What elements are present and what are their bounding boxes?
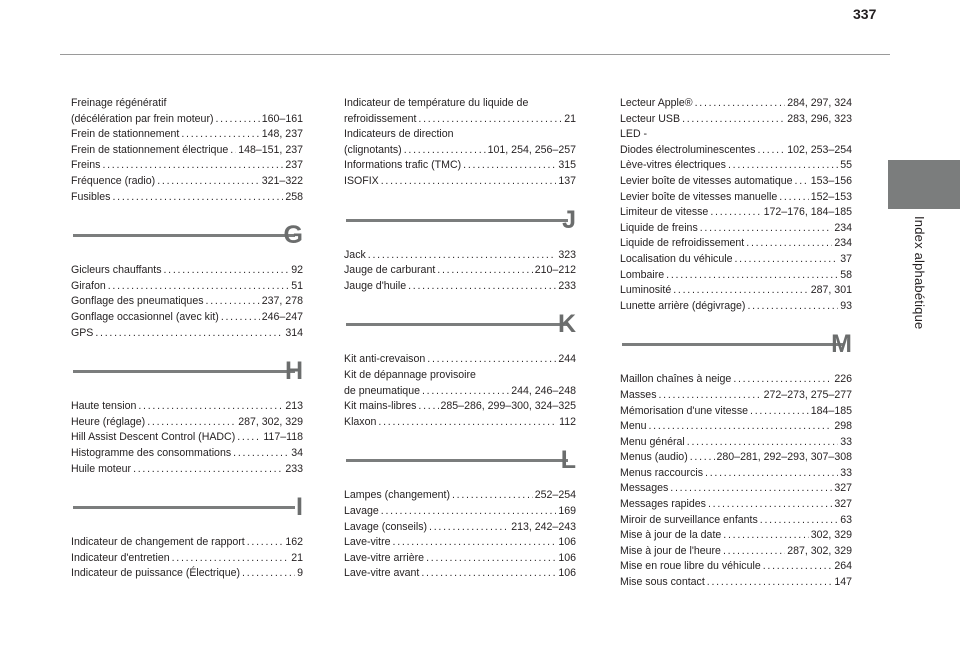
dot-leader — [760, 513, 838, 529]
section-rule — [622, 343, 844, 346]
index-entry — [71, 310, 303, 326]
index-entry — [344, 399, 576, 415]
section-rule — [346, 459, 568, 462]
dot-leader — [757, 143, 785, 159]
index-entry-pages: 237, 278 — [261, 295, 303, 308]
index-entry — [71, 143, 303, 159]
index-entry-term: Lampes (changement) — [344, 489, 450, 502]
index-entry — [620, 404, 852, 420]
index-entry-term: Lave-vitre — [344, 536, 391, 549]
dot-leader — [670, 481, 832, 497]
index-entry-pages: 287, 301 — [810, 284, 852, 297]
dot-leader — [708, 497, 832, 513]
index-entry-pages: 148–151, 237 — [238, 143, 303, 156]
index-entry-pages: 106 — [558, 551, 576, 564]
index-entry — [71, 127, 303, 143]
dot-leader — [687, 435, 838, 451]
dot-leader — [695, 96, 786, 112]
index-entry — [620, 252, 852, 268]
index-entry-term: Lecteur USB — [620, 112, 681, 125]
dot-leader — [133, 462, 283, 478]
index-entry-pages: 9 — [297, 567, 303, 580]
index-entry — [71, 326, 303, 342]
index-entry-term: Messages rapides — [620, 498, 706, 511]
index-entry — [344, 566, 576, 582]
index-entry-term: Indicateur de puissance (Électrique) — [71, 567, 241, 580]
index-entry-term: refroidissement — [344, 112, 417, 125]
dot-leader — [427, 352, 556, 368]
section-header-j — [344, 204, 576, 248]
index-entry — [620, 372, 852, 388]
index-entry-pages: 213, 242–243 — [511, 520, 576, 533]
index-entry-term: Mise sous contact — [620, 576, 705, 589]
entry-group — [344, 248, 576, 295]
dot-leader — [763, 559, 833, 575]
index-entry-term: Fusibles — [71, 190, 111, 203]
index-entry-term: Maillon chaînes à neige — [620, 373, 732, 386]
index-entry — [620, 205, 852, 221]
index-entry-term: Freins — [71, 159, 101, 172]
entry-group — [71, 535, 303, 582]
index-entry-term: Hill Assist Descent Control (HADC) — [71, 431, 236, 444]
dot-leader — [437, 263, 532, 279]
index-entry-term: Lave-vitre avant — [344, 567, 420, 580]
index-entry — [71, 263, 303, 279]
index-entry — [620, 497, 852, 513]
index-entry-term: Lève-vitres électriques — [620, 159, 726, 172]
index-entry-term: Mise à jour de la date — [620, 529, 722, 542]
index-entry — [620, 236, 852, 252]
index-entry-pages: 237 — [285, 159, 303, 172]
dot-leader — [723, 544, 785, 560]
index-entry-term: Jauge d'huile — [344, 279, 407, 292]
index-entry-pages: 148, 237 — [261, 128, 303, 141]
dot-leader — [102, 158, 283, 174]
index-entry-pages: 327 — [834, 482, 852, 495]
entry-group — [71, 96, 303, 205]
index-entry-pages: 55 — [840, 159, 852, 172]
index-entry-term: Menus (audio) — [620, 451, 688, 464]
dot-leader — [112, 190, 283, 206]
index-entry-term: Localisation du véhicule — [620, 252, 733, 265]
index-entry-term: Gonflage des pneumatiques — [71, 295, 204, 308]
index-entry — [71, 294, 303, 310]
index-column-1 — [71, 96, 303, 582]
index-entry-term: Histogramme des consommations — [71, 446, 232, 459]
index-entry — [71, 462, 303, 478]
section-letter: G — [283, 221, 303, 250]
index-entry-pages: 106 — [558, 567, 576, 580]
top-rule — [60, 54, 890, 55]
dot-leader — [682, 112, 785, 128]
dot-leader — [368, 248, 557, 264]
index-entry-pages: 226 — [834, 373, 852, 386]
dot-leader — [463, 158, 556, 174]
index-entry-pages: 234 — [834, 237, 852, 250]
index-entry-pages: 101, 254, 256–257 — [487, 143, 576, 156]
index-entry-pages: 33 — [840, 435, 852, 448]
index-entry — [344, 248, 576, 264]
section-rule — [73, 506, 295, 509]
index-entry-pages: 284, 297, 324 — [787, 97, 852, 109]
index-entry-pages: 210–212 — [534, 264, 576, 277]
index-entry-term: Lave-vitre arrière — [344, 551, 425, 564]
index-entry — [344, 143, 576, 159]
index-entry-term: Lavage (conseils) — [344, 520, 428, 533]
entry-group — [71, 399, 303, 477]
index-entry — [344, 174, 576, 190]
index-entry-text: Kit de dépannage provisoire — [344, 368, 476, 381]
dot-leader — [426, 551, 556, 567]
index-entry-pages: 58 — [840, 268, 852, 281]
section-tab — [888, 160, 960, 209]
section-header-h — [71, 355, 303, 399]
dot-leader — [381, 174, 557, 190]
dot-leader — [408, 279, 556, 295]
index-entry-pages: 106 — [558, 536, 576, 549]
index-entry-pages: 153–156 — [810, 174, 852, 187]
index-entry — [71, 279, 303, 295]
dot-leader — [747, 299, 838, 315]
index-entry-pages: 21 — [291, 551, 303, 564]
index-entry-term: Liquide de refroidissement — [620, 237, 745, 250]
index-entry — [620, 96, 852, 112]
entry-group — [344, 96, 576, 190]
dot-leader — [421, 566, 556, 582]
index-entry-text: Indicateurs de direction — [344, 128, 454, 141]
section-letter: K — [557, 310, 576, 339]
index-entry-pages: 172–176, 184–185 — [763, 206, 852, 219]
index-entry — [344, 504, 576, 520]
dot-leader — [700, 221, 833, 237]
index-entry-term: Gicleurs chauffants — [71, 264, 162, 277]
dot-leader — [659, 388, 762, 404]
section-rule — [73, 370, 295, 373]
index-entry-pages: 51 — [291, 279, 303, 292]
index-entry — [71, 174, 303, 190]
index-entry — [344, 279, 576, 295]
index-entry — [71, 430, 303, 446]
dot-leader — [172, 551, 290, 567]
index-entry-term: Lunette arrière (dégivrage) — [620, 299, 746, 312]
index-entry-term: Indicateur de changement de rapport — [71, 536, 245, 549]
index-entry — [71, 399, 303, 415]
index-entry-pages: 302, 329 — [810, 529, 852, 542]
section-letter: J — [562, 205, 576, 234]
index-entry-term: Mise en roue libre du véhicule — [620, 560, 761, 573]
index-entry-pages: 327 — [834, 498, 852, 511]
dot-leader — [795, 174, 809, 190]
dot-leader — [779, 190, 809, 206]
index-entry-pages: 258 — [285, 190, 303, 203]
dot-leader — [237, 430, 261, 446]
dot-leader — [728, 158, 838, 174]
index-entry — [344, 535, 576, 551]
section-letter: L — [560, 446, 576, 475]
dot-leader — [733, 372, 832, 388]
index-entry — [71, 446, 303, 462]
index-entry-term: Masses — [620, 388, 657, 401]
dot-leader — [429, 520, 509, 536]
index-column-2 — [344, 96, 576, 582]
index-entry — [71, 535, 303, 551]
dot-leader — [216, 112, 260, 128]
index-entry-term: Klaxon — [344, 415, 377, 428]
index-entry-term: Heure (réglage) — [71, 415, 146, 428]
dot-leader — [750, 404, 809, 420]
dot-leader — [164, 263, 290, 279]
index-entry-term: Kit mains-libres — [344, 400, 417, 413]
index-entry-pages: 33 — [840, 466, 852, 479]
index-entry-pages: 112 — [559, 415, 576, 428]
index-entry-term: Lecteur Apple® — [620, 97, 693, 109]
dot-leader — [378, 415, 557, 431]
index-entry-term: Messages — [620, 482, 669, 495]
index-entry — [71, 566, 303, 582]
index-column-3 — [620, 96, 852, 591]
index-entry — [344, 415, 576, 431]
index-entry-pages: 287, 302, 329 — [787, 544, 852, 557]
index-entry — [71, 158, 303, 174]
dot-leader — [233, 446, 289, 462]
index-entry-pages: 314 — [285, 326, 303, 339]
index-entry-term: Mise à jour de l'heure — [620, 544, 721, 557]
index-entry-pages: 272–273, 275–277 — [763, 388, 852, 401]
index-entry — [620, 513, 852, 529]
index-entry-pages: 246–247 — [261, 310, 303, 323]
dot-leader — [666, 268, 838, 284]
index-entry-term: Levier boîte de vitesses manuelle — [620, 190, 778, 203]
index-entry-term: GPS — [71, 326, 94, 339]
dot-leader — [206, 294, 260, 310]
index-entry — [620, 283, 852, 299]
index-entry-pages: 252–254 — [534, 489, 576, 502]
index-entry — [620, 158, 852, 174]
dot-leader — [181, 127, 259, 143]
section-rule — [346, 323, 568, 326]
index-entry-term: Liquide de freins — [620, 221, 698, 234]
index-entry-term: Informations trafic (TMC) — [344, 159, 462, 172]
index-entry — [620, 143, 852, 159]
index-entry-pages: 169 — [558, 504, 576, 517]
index-entry-text: Freinage régénératif — [71, 97, 167, 109]
index-entry-pages: 321–322 — [261, 174, 303, 187]
index-entry — [344, 384, 576, 400]
index-entry-pages: 137 — [558, 174, 576, 187]
index-entry-pages: 298 — [834, 420, 852, 433]
index-entry-text: LED - — [620, 128, 648, 141]
section-header-i — [71, 491, 303, 535]
index-entry-pages: 37 — [840, 252, 852, 265]
index-entry-term: Miroir de surveillance enfants — [620, 513, 758, 526]
index-entry-pages: 160–161 — [261, 112, 303, 125]
index-entry-term: Girafon — [71, 279, 106, 292]
section-letter: M — [831, 330, 852, 359]
section-letter: H — [284, 357, 303, 386]
index-entry — [71, 190, 303, 206]
index-entry — [620, 481, 852, 497]
entry-group — [620, 96, 852, 314]
index-entry — [344, 158, 576, 174]
index-entry — [620, 466, 852, 482]
index-entry-pages: 280–281, 292–293, 307–308 — [716, 451, 852, 464]
dot-leader — [707, 575, 833, 591]
index-entry-pages: 162 — [285, 536, 303, 549]
dot-leader — [649, 419, 833, 435]
index-entry — [620, 450, 852, 466]
section-header-m — [620, 328, 852, 372]
index-entry — [71, 112, 303, 128]
section-rule — [346, 219, 568, 222]
dot-leader — [452, 488, 533, 504]
section-rule — [73, 234, 295, 237]
index-entry — [344, 520, 576, 536]
index-entry-term: Indicateur d'entretien — [71, 551, 170, 564]
dot-leader — [404, 143, 486, 159]
entry-group — [344, 352, 576, 430]
index-entry-term: Lombaire — [620, 268, 665, 281]
section-header-g — [71, 219, 303, 263]
index-entry-term: Menus raccourcis — [620, 466, 704, 479]
index-entry-pages: 233 — [285, 462, 303, 475]
index-entry — [620, 544, 852, 560]
index-entry-term: Gonflage occasionnel (avec kit) — [71, 310, 219, 323]
index-entry-term: Levier boîte de vitesses automatique — [620, 174, 793, 187]
index-entry — [620, 419, 852, 435]
dot-leader — [242, 566, 295, 582]
index-entry — [344, 352, 576, 368]
index-entry-pages: 21 — [564, 112, 576, 125]
index-entry-term: Luminosité — [620, 284, 672, 297]
dot-leader — [138, 399, 283, 415]
index-entry-term: de pneumatique — [344, 384, 420, 397]
dot-leader — [705, 466, 838, 482]
index-entry — [620, 299, 852, 315]
dot-leader — [422, 384, 509, 400]
dot-leader — [157, 174, 260, 190]
dot-leader — [690, 450, 715, 466]
index-entry-term: Fréquence (radio) — [71, 174, 156, 187]
index-entry-term: Kit anti-crevaison — [344, 353, 426, 366]
dot-leader — [221, 310, 260, 326]
entry-group — [620, 372, 852, 590]
dot-leader — [418, 112, 562, 128]
section-tab-label: Index alphabétique — [912, 216, 927, 330]
index-entry — [344, 263, 576, 279]
dot-leader — [723, 528, 808, 544]
dot-leader — [746, 236, 832, 252]
index-entry-pages: 93 — [840, 299, 852, 312]
dot-leader — [95, 326, 283, 342]
index-entry — [344, 551, 576, 567]
index-entry-pages: 117–118 — [263, 431, 303, 444]
index-entry-term: (clignotants) — [344, 143, 402, 156]
page-number: 337 — [853, 6, 877, 22]
index-entry-term: Huile moteur — [71, 462, 132, 475]
index-entry-pages: 244 — [558, 353, 576, 366]
index-entry-pages: 283, 296, 323 — [787, 112, 852, 125]
index-entry — [620, 435, 852, 451]
section-header-l — [344, 444, 576, 488]
dot-leader — [673, 283, 809, 299]
index-entry — [620, 559, 852, 575]
index-entry-pages: 34 — [291, 446, 303, 459]
index-entry-term: (décélération par frein moteur) — [71, 112, 214, 125]
index-entry — [344, 112, 576, 128]
dot-leader — [247, 535, 284, 551]
index-entry-term: Frein de stationnement — [71, 128, 180, 141]
index-entry-pages: 315 — [558, 159, 576, 172]
index-entry-pages: 102, 253–254 — [787, 143, 852, 156]
dot-leader — [147, 415, 236, 431]
index-entry-pages: 323 — [558, 248, 576, 261]
index-entry-term: Menu — [620, 420, 647, 433]
index-entry-term: Menu général — [620, 435, 685, 448]
index-entry-pages: 287, 302, 329 — [238, 415, 303, 428]
index-entry-pages: 147 — [834, 576, 852, 589]
index-entry-term: Lavage — [344, 504, 379, 517]
index-entry-pages: 234 — [834, 221, 852, 234]
index-entry-pages: 233 — [558, 279, 576, 292]
dot-leader — [381, 504, 557, 520]
index-entry-pages: 213 — [285, 400, 303, 413]
dot-leader — [710, 205, 761, 221]
index-entry — [620, 112, 852, 128]
index-entry-pages: 92 — [291, 264, 303, 277]
index-entry-pages: 184–185 — [810, 404, 852, 417]
index-entry — [620, 174, 852, 190]
dot-leader — [735, 252, 839, 268]
index-entry-term: Frein de stationnement électrique — [71, 143, 229, 156]
entry-group — [71, 263, 303, 341]
index-entry — [620, 268, 852, 284]
index-entry-pages: 285–286, 299–300, 324–325 — [440, 400, 576, 413]
index-entry-term: Jack — [344, 248, 366, 261]
index-entry-term: Jauge de carburant — [344, 264, 436, 277]
index-entry-pages: 63 — [840, 513, 852, 526]
index-entry-pages: 152–153 — [810, 190, 852, 203]
index-entry — [71, 415, 303, 431]
index-entry-term: Mémorisation d'une vitesse — [620, 404, 749, 417]
index-entry-term: Diodes électroluminescentes — [620, 143, 756, 156]
index-entry-term: Haute tension — [71, 400, 137, 413]
index-entry — [620, 221, 852, 237]
index-entry-text: Indicateur de température du liquide de — [344, 97, 529, 109]
index-entry-pages: 264 — [834, 560, 852, 573]
index-entry — [620, 528, 852, 544]
dot-leader — [230, 143, 236, 159]
index-entry-term: Limiteur de vitesse — [620, 206, 709, 219]
entry-group — [344, 488, 576, 582]
index-entry — [344, 488, 576, 504]
index-entry-pages: 244, 246–248 — [511, 384, 576, 397]
index-entry — [620, 190, 852, 206]
section-letter: I — [296, 493, 303, 522]
section-header-k — [344, 308, 576, 352]
index-entry — [620, 388, 852, 404]
index-entry — [620, 575, 852, 591]
dot-leader — [393, 535, 557, 551]
index-entry — [71, 551, 303, 567]
index-entry-term: ISOFIX — [344, 174, 379, 187]
dot-leader — [418, 399, 438, 415]
dot-leader — [108, 279, 289, 295]
